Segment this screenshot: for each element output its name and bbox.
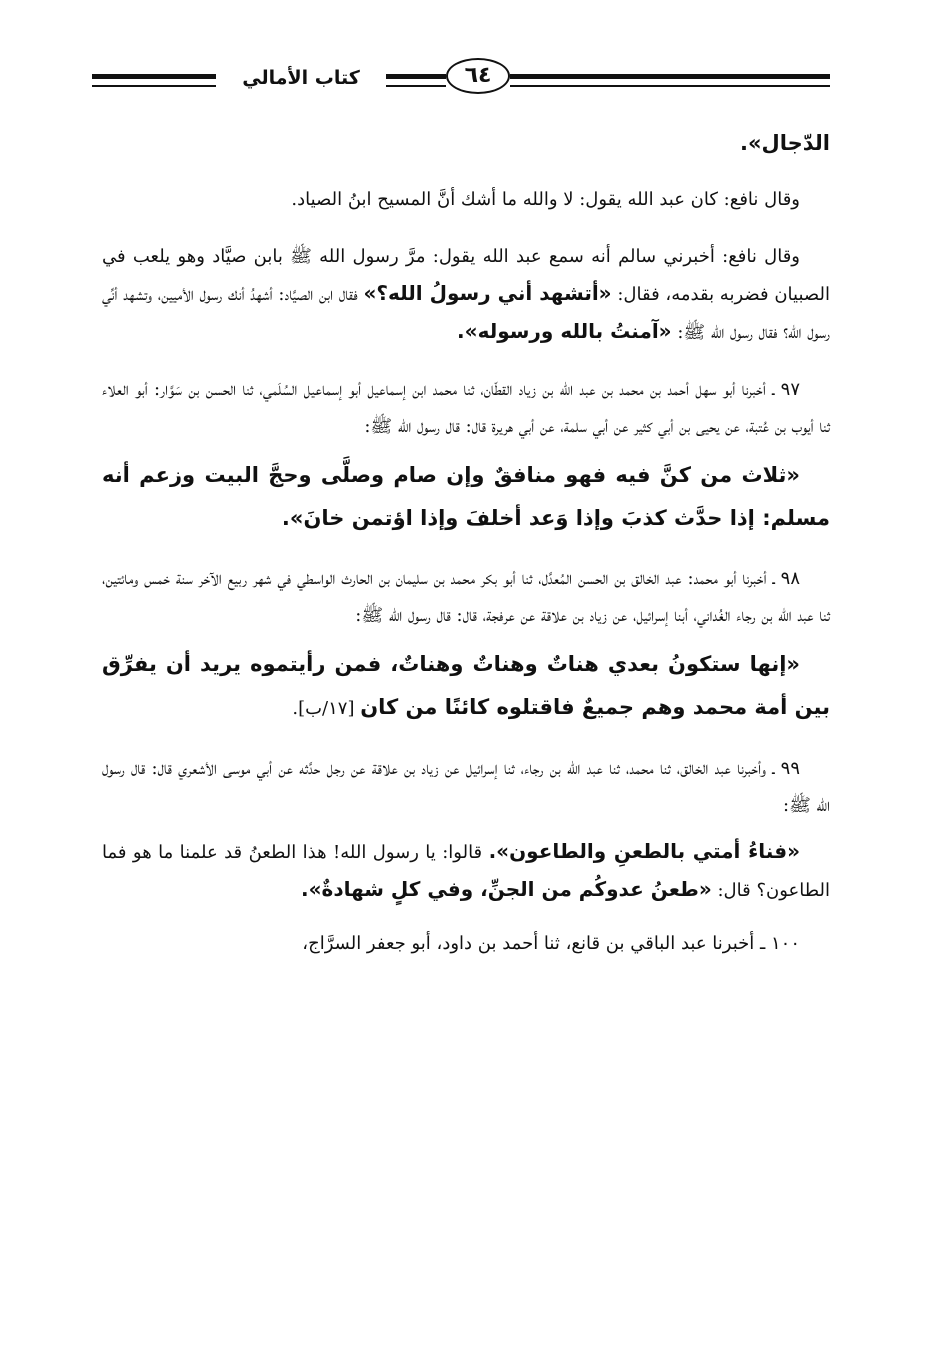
- isnad-99: ٩٩ ـ وأخبرنا عبد الخالق، ثنا محمد، ثنا عبد الله بن رجاء، ثنا إسرائيل عن زياد بن علاقة عن رجل حدَّثه عن أبي موسى الأشعري قال: قال رسول الله ﷺ:: [102, 758, 830, 816]
- page-number: ٦٤: [446, 58, 510, 94]
- prophet-quote: «فناءُ أمتي بالطعنِ والطاعون».: [488, 839, 800, 863]
- header-rule-right-thin: [510, 85, 830, 87]
- prophet-quote: «أتشهد أني رسولُ الله؟»: [363, 281, 612, 305]
- header-rule-middle: [386, 74, 446, 79]
- hadith-continuation: الدّجال».: [740, 131, 830, 155]
- book-title: كتاب الأمالي: [242, 67, 360, 89]
- narration-text: قالوا: يا رسول الله! هذا الطعنُ قد علمنا ما هو فما الطاعون؟ قال:: [102, 842, 830, 901]
- page-body: [102, 122, 830, 962]
- isnad-100: ١٠٠ ـ أخبرنا عبد الباقي بن قانع، ثنا أحمد بن داود، أبو جعفر السرَّاج،: [302, 933, 800, 954]
- hadith-97-text: «ثلاث من كنَّ فيه فهو منافقٌ وإن صام وصلَّى وحجَّ البيت وزعم أنه مسلم: إذا حدَّث كذبَ وإذا وَعد أخلفَ وإذا اؤتمن خانَ».: [102, 463, 830, 530]
- header-rule-left: [92, 74, 216, 79]
- prophet-quote: «آمنتُ بالله ورسوله».: [457, 319, 672, 343]
- manuscript-folio-marker: [١٧/ب].: [292, 698, 361, 719]
- narration-nafi-2: [102, 238, 830, 351]
- narration-text: فقال ابن الصيَّاد: أشهدُ أنك رسول الأميين، وتشهد أنِّي رسول الله؟ فقال رسول الله ﷺ:: [102, 284, 830, 343]
- isnad-97: ٩٧ ـ أخبرنا أبو سهل أحمد بن محمد بن عبد الله بن زياد القطّان، ثنا محمد ابن إسماعيل أبو إسماعيل السُلَمي، ثنا الحسن بن سَوَّار: أبو العلاء ثنا أيوب بن عُتبة، عن يحيى بن أبي كثير عن أبي سلمة، عن أبي هريرة قال: قال رسول الله ﷺ:: [102, 379, 830, 437]
- hadith-text: «إنها ستكونُ بعدي هناتٌ وهناتٌ وهناتٌ، فمن رأيتموه يريد أن يفرِّق بين أمة محمد وهم جميعٌ فاقتلوه كائنًا من كان: [102, 652, 830, 719]
- header-rule-left-thin: [92, 85, 216, 87]
- hadith-99-text: [102, 833, 830, 909]
- narration-nafi-1: وقال نافع: كان عبد الله يقول: لا والله ما أشك أنَّ المسيح ابنُ الصياد.: [291, 189, 800, 210]
- isnad-98: ٩٨ ـ أخبرنا أبو محمد: عبد الخالق بن الحسن المُعدَّل، ثنا أبو بكر محمد بن سليمان بن الحارث الواسطي في شهر ربيع الآخر سنة خمس ومائتين، ثنا عبد الله بن رجاء الغُداني، أبنا إسرائيل، عن زياد بن علاقة عن عرفجة، قال: قال رسول الله ﷺ:: [102, 568, 830, 626]
- narration-text: وقال نافع: أخبرني سالم أنه سمع عبد الله يقول: مرَّ رسول الله ﷺ بابن صيَّاد وهو يلعب في الصبيان فضربه بقدمه، فقال:: [102, 246, 830, 305]
- header-rule-right: [510, 74, 830, 79]
- hadith-98-text: [102, 643, 830, 730]
- header-rule-middle-thin: [386, 85, 446, 87]
- page-header: [92, 56, 830, 106]
- prophet-quote: «طعنُ عدوكُم من الجنِّ، وفي كلٍ شهادةٌ».: [301, 877, 712, 901]
